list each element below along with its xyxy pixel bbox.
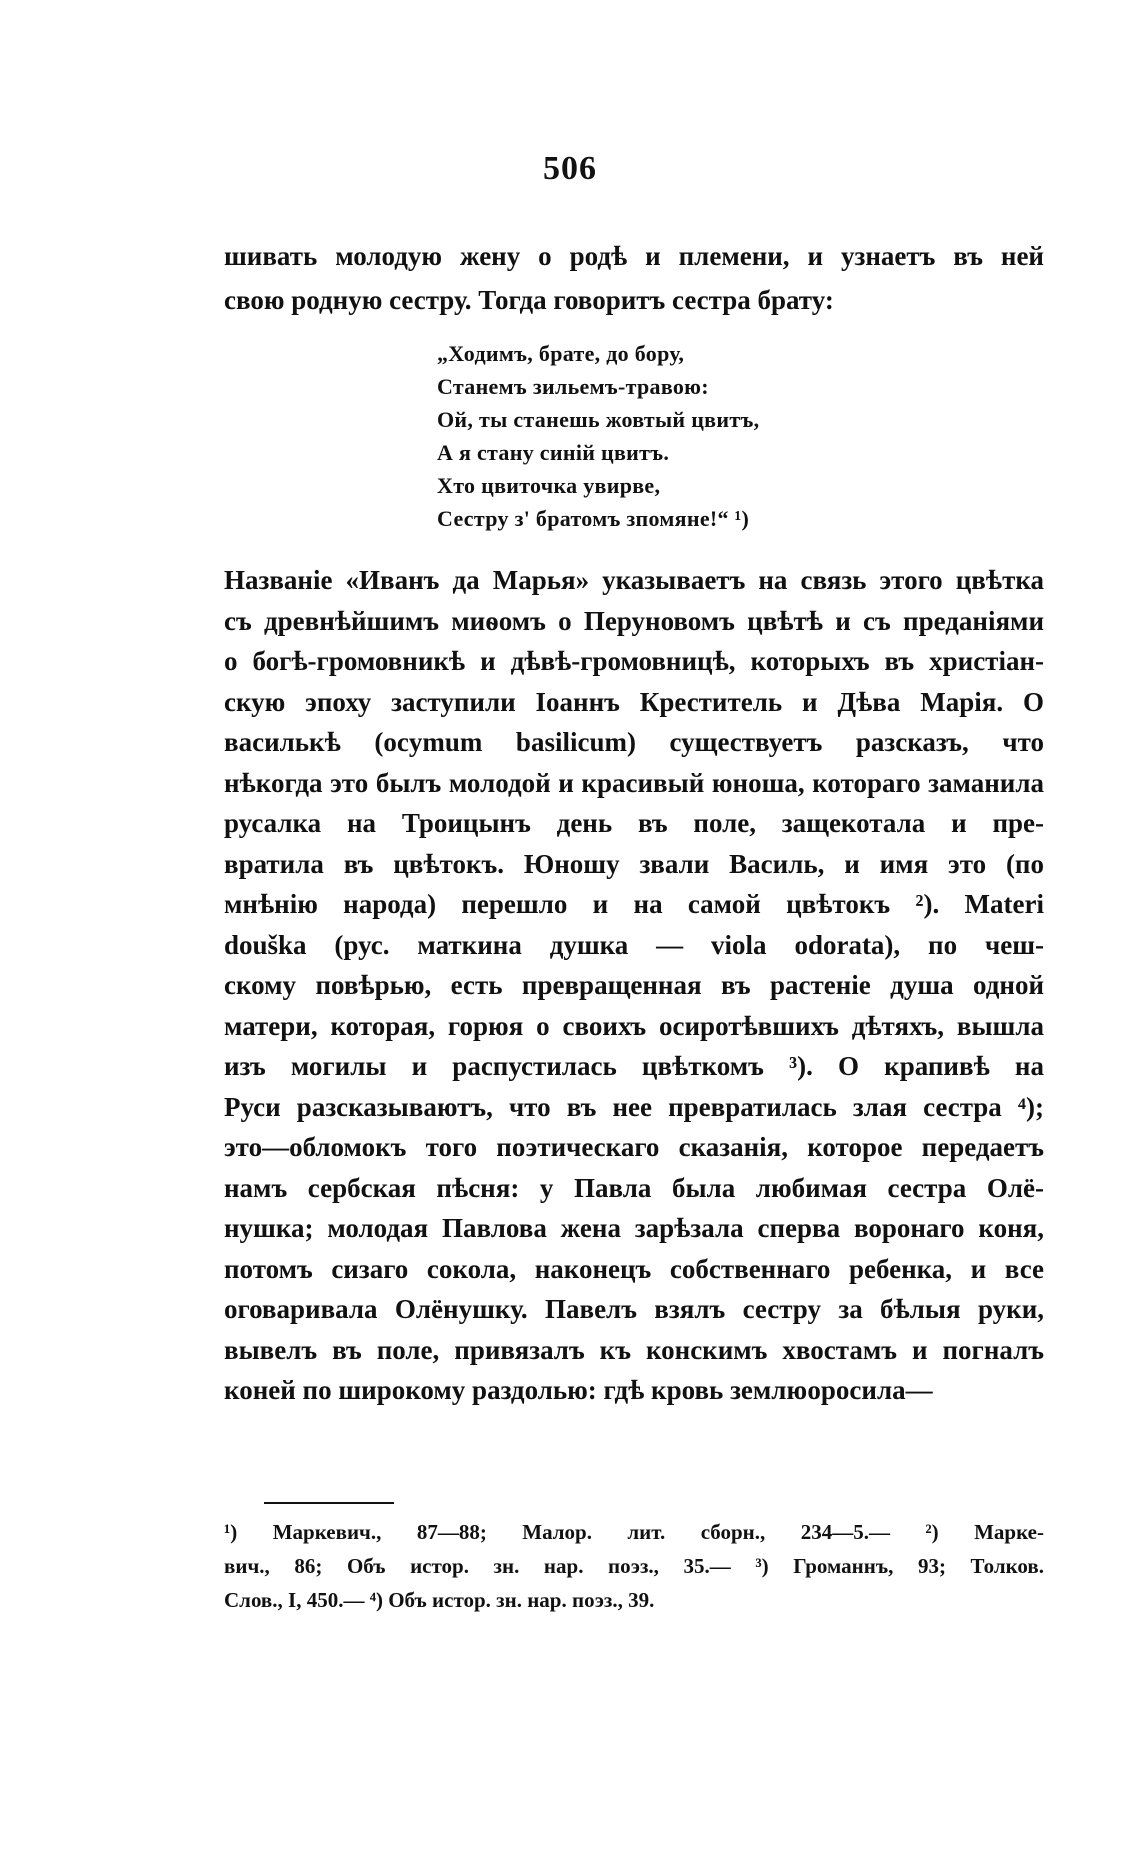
body-line: это—обломокъ того поэтическаго сказанія, которое передаетъ xyxy=(224,1132,1044,1162)
footnote-divider xyxy=(264,1502,394,1504)
intro-line: свою родную сестру. Тогда говоритъ сестра брату: xyxy=(224,285,834,315)
body-line: съ древнѣйшимъ миѳомъ о Перуновомъ цвѣтѣ и съ преданіями xyxy=(224,605,1044,636)
intro-paragraph xyxy=(224,234,1044,322)
poem-line: Сестру з' братомъ зпомяне!“ ¹) xyxy=(437,506,750,531)
body-line: нушка; молодая Павлова жена зарѣзала сперва воронаго коня, xyxy=(224,1213,1044,1243)
poem-stanza xyxy=(437,337,957,535)
body-line: мнѣнію народа) перешло и на самой цвѣтокъ ²). Materi xyxy=(224,889,1044,919)
body-line: василькѣ (ocymum basilicum) существуетъ разсказъ, что xyxy=(224,727,1044,757)
body-line: русалка на Троицынъ день въ поле, защекотала и пре- xyxy=(224,808,1044,838)
body-line: оговаривала Олёнушку. Павелъ взялъ сестру за бѣлыя руки, xyxy=(224,1294,1044,1324)
poem-line: А я стану синій цвитъ. xyxy=(437,440,670,465)
body-line: douška (рус. маткина душка — viola odorata), по чеш- xyxy=(224,929,1044,960)
body-line: вывелъ въ поле, привязалъ къ конскимъ хвостамъ и погналъ xyxy=(224,1334,1044,1365)
main-paragraph xyxy=(224,560,1044,1411)
body-line: нѣкогда это былъ молодой и красивый юноша, котораго заманила xyxy=(224,767,1044,798)
body-line: намъ сербская пѣсня: у Павла была любимая сестра Олё- xyxy=(224,1172,1044,1203)
body-line: матери, которая, горюя о своихъ осиротѣвшихъ дѣтяхъ, вышла xyxy=(224,1010,1044,1041)
poem-line: Ой, ты станешь жовтый цвитъ, xyxy=(437,407,760,432)
body-line: скому повѣрью, есть превращенная въ растеніе душа одной xyxy=(224,970,1044,1000)
intro-line: шивать молодую жену о родѣ и племени, и узнаетъ въ ней xyxy=(224,241,1044,271)
poem-line: „Ходимъ, брате, до бору, xyxy=(437,341,685,366)
footnote-line: вич., 86; Объ истор. зн. нар. поэз., 35.— ³) Громаннъ, 93; Толков. xyxy=(224,1554,1044,1578)
body-line: коней по широкому раздолью: гдѣ кровь землюоросила— xyxy=(224,1375,933,1405)
body-line: Названіе «Иванъ да Марья» указываетъ на связь этого цвѣтка xyxy=(224,565,1044,595)
footnote-line: ¹) Маркевич., 87—88; Малор. лит. сборн., 234—5.— ²) Марке- xyxy=(224,1520,1044,1544)
poem-line: Хто цвиточка увирве, xyxy=(437,473,661,498)
body-line: Руси разсказываютъ, что въ нее превратилась злая сестра ⁴); xyxy=(224,1091,1044,1122)
footnotes xyxy=(224,1515,1044,1617)
body-line: скую эпоху заступили Іоаннъ Креститель и Дѣва Марія. О xyxy=(224,686,1044,717)
poem-line: Станемъ зильемъ-травою: xyxy=(437,374,709,399)
body-line: изъ могилы и распустилась цвѣткомъ ³). О крапивѣ на xyxy=(224,1051,1044,1081)
footnote-line: Слов., I, 450.— ⁴) Объ истор. зн. нар. поэз., 39. xyxy=(224,1588,655,1612)
body-line: вратила въ цвѣтокъ. Юношу звали Василь, и имя это (по xyxy=(224,848,1044,879)
body-line: потомъ сизаго сокола, наконецъ собственнаго ребенка, и все xyxy=(224,1253,1044,1284)
page-number: 506 xyxy=(543,150,597,187)
body-line: о богѣ-громовникѣ и дѣвѣ-громовницѣ, которыхъ въ христіан- xyxy=(224,646,1044,676)
